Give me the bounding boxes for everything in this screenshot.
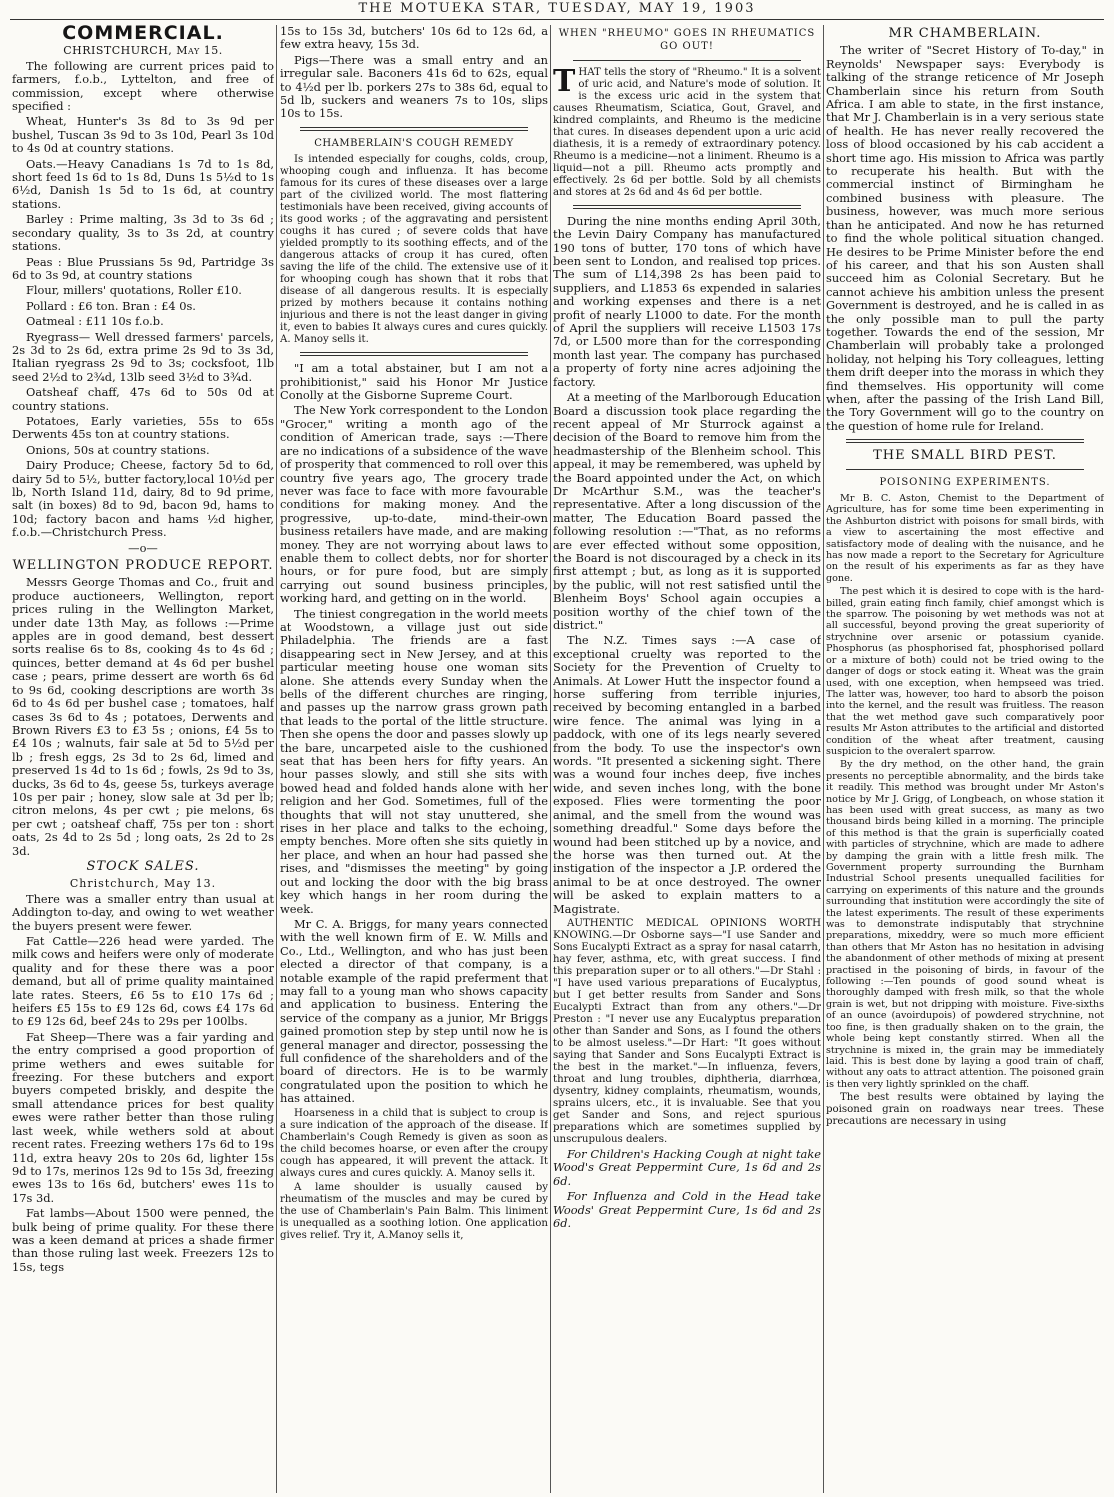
- article-paragraph: Fat Sheep—There was a fair yarding and the entry comprised a good proportion of prime wethers and ewes suitable for freezing. For these butchers and export buyers competed briskly, and despite the small attendance prices for best quality ewes were rather better than those ruling last week, while wethers sold at about recent rates. Freezing wethers 17s 6d to 19s 11d, extra heavy 20s to 20s 6d, lighter 15s 9d to 17s, merinos 12s 9d to 15s 3d, freezing ewes 13s to 16s 6d, butchers' ewes 11s to 17s 3d.: [12, 1029, 274, 1205]
- masthead-rule: [10, 19, 1104, 20]
- chamberlain-heading: MR CHAMBERLAIN.: [888, 26, 1042, 41]
- article-paragraph: The pest which it is desired to cope with is the hard-billed, grain eating finch family, chief amongst which is the sparrow. The poisoning by wet methods was not at all successful, beyond proving the great superiority of strychnine over arsenic or potassium cyanide. Phosphorus (as phosphorised fat, phosphorised pollard or a mixture of both) could not be tried owing to the danger of dogs or stock eating it. Wheat was the grain used, with one exception, when hempseed was tried. The latter was, however, too hard to absorb the poison into the kernel, and the result was fruitless. The reason that the wet method gave such comparatively poor results Mr Aston attributes to the artificial and distorted condition of the wheat after treatment, causing suspicion to the overalert sparrow.: [826, 586, 1104, 757]
- column-rule: [276, 25, 277, 1493]
- section-separator: —o—: [128, 540, 158, 555]
- article-paragraph: The following are current prices paid to farmers, f.o.b., Lyttelton, and free of commission, except where otherwise specified :: [12, 58, 274, 114]
- article-paragraph: Potatoes, Early varieties, 55s to 65s Derwents 45s ton at country stations.: [12, 413, 274, 442]
- article-paragraph: Flour, millers' quotations, Roller £10.: [26, 283, 242, 298]
- advert-paragraph: For Influenza and Cold in the Head take Woods' Great Peppermint Cure, 1s 6d and 2s 6d.: [553, 1189, 821, 1230]
- article-paragraph: "I am a total abstainer, but I am not a prohibitionist," said his Honor Mr Justice Conolly at the Gisborne Supreme Court.: [280, 361, 548, 403]
- divider: [846, 469, 1084, 470]
- article-paragraph: Pollard : £6 ton. Bran : £4 0s.: [26, 298, 196, 313]
- article-paragraph: During the nine months ending April 30th, the Levin Dairy Company has manufactured 190 tons of butter, 170 tons of which have been sent to London, and realised top prices. The sum of L14,398 2s has been paid to suppliers, and L1853 6s expended in salaries and working expenses and there is a net profit of nearly L1000 to date. For the month of April the suppliers will receive L1503 17s 7d, or L500 more than for the corresponding month last year. The company has purchased a property of forty nine acres adjoining the factory.: [553, 213, 821, 389]
- column-three: [553, 25, 821, 1493]
- rheumo-heading: WHEN "RHEUMO" GOES IN RHEUMATICS GO OUT!: [558, 28, 816, 53]
- article-paragraph: Mr B. C. Aston, Chemist to the Department of Agriculture, has for some time been experimenting in the Ashburton district with poisons for small birds, with a view to ascertaining the most effective and satisfactory mode of dealing with the nuisance, and he has now made a report to the Secretary for Agriculture on the result of his experiments as far as they have gone.: [826, 493, 1104, 584]
- commercial-heading: COMMERCIAL.: [62, 25, 224, 44]
- small-bird-pest-heading: THE SMALL BIRD PEST.: [873, 448, 1057, 464]
- wellington-produce-heading: WELLINGTON PRODUCE REPORT.: [12, 558, 274, 574]
- article-paragraph: The N.Z. Times says :—A case of exceptional cruelty was reported to the Society for the Prevention of Cruelty to Animals. At Lower Hutt the inspector found a horse suffering from terrible injuries, received by becoming entangled in a barbed wire fence. The animal was lying in a paddock, with one of its legs nearly severed from the body. To use the inspector's own words. "It presented a sickening sight. There was a wound four inches deep, five inches wide, and seven inches long, with the bone exposed. Flies were tormenting the poor animal, and the smell from the wound was something dreadful." Some days before the wound had been stitched up by a novice, and the horse was then turned out. At the instigation of the inspector a J.P. ordered the animal to be at once destroyed. The owner will be asked to explain matters to a Magistrate.: [553, 633, 821, 916]
- stock-sales-dateline: Christchurch, May 13.: [69, 877, 217, 891]
- article-paragraph: Barley : Prime malting, 3s 3d to 3s 6d ; secondary quality, 3s to 3s 2d, at country stations.: [12, 212, 274, 254]
- article-paragraph: Fat Cattle—226 head were yarded. The milk cows and heifers were only of moderate quality and for these there was a poor demand, but all of prime quality maintained late rates. Steers, £6 5s to £10 17s 6d ; heifers £5 15s to £9 12s 6d, cows £4 17s 6d to £9 12s 6d, beef 24s to 29s per 100lbs.: [12, 934, 274, 1029]
- article-paragraph: Oatsheaf chaff, 47s 6d to 50s 0d at country stations.: [12, 385, 274, 413]
- article-paragraph: Peas : Blue Prussians 5s 9d, Partridge 3s 6d to 3s 9d, at country stations: [12, 254, 274, 282]
- stock-sales-heading: STOCK SALES.: [86, 858, 200, 874]
- article-paragraph: Oats.—Heavy Canadians 1s 7d to 1s 8d, short feed 1s 6d to 1s 8d, Duns 1s 5½d to 1s 6½d, Danish 1s 5d to 1s 6d, at country stations.: [12, 156, 274, 211]
- article-paragraph: The tiniest congregation in the world meets at Woodstown, a village just out side Philadelphia. The friends are a fast disappearing sect in New Jersey, and at this particular meeting house one woman sits alone. She attends every Sunday when the bells of the different churches are ringing, and passes up the narrow grass grown path that leads to the portal of the little structure. Then she opens the door and passes slowly up the bare, uncarpeted aisle to the cushioned seat that has been hers for fifty years. An hour passes slowly, and still she sits with bowed head and folded hands alone with her religion and her God. Sometimes, full of the thoughts that will not stay unuttered, she rises in her place and talks to the echoing, empty benches. More often she sits quietly in her place, and when an hour had passed she rises, and "dismisses the meeting" by going out and locking the door with the big brass key which hangs in her room during the week.: [280, 606, 548, 916]
- article-paragraph: By the dry method, on the other hand, the grain presents no perceptible abnormality, and the birds take it readily. This method was brought under Mr Aston's notice by Mr J. Grigg, of Longbeach, on whose station it has been used with great success, as many as two thousand birds being killed in a morning. The principle of this method is that the grain is superficially coated with particles of strychnine, which are made to adhere by damping the grain with a little fresh milk. The Government property surrounding the Burnham Industrial School presents unequalled facilities for carrying on experiments of this nature and the grounds surrounding that institution were accordingly the site of the latest experiments. The result of these experiments was to demonstrate indisputably that strychnine preparations, mixeddry, were so much more efficient than others that Mr Aston has no hesitation in advising the abandonment of other methods of mixing at present practised in the poisoning of birds, in favour of the following :—Ten pounds of good sound wheat is thoroughly damped with fresh milk, so that the whole grain is wet, but not dripping with moisture. Five-sixths of an ounce (avoirdupois) of powdered strychnine, not too fine, is then gradually shaken on to the grain, the whole being kept constantly stirred. When all the strychnine is mixed in, the grain may be immediately laid. This is best done by laying a good train of chaff, without any oats to attract attention. The poisoned grain is then very lightly sprinkled on the chaff.: [826, 759, 1104, 1090]
- divider: [300, 127, 528, 131]
- column-rule: [823, 25, 824, 1493]
- article-paragraph: Onions, 50s at country stations.: [26, 442, 210, 457]
- article-paragraph: Wheat, Hunter's 3s 8d to 3s 9d per bushel, Tuscan 3s 9d to 3s 10d, Pearl 3s 10d to 4s 0d at country stations.: [12, 114, 274, 156]
- article-paragraph: Messrs George Thomas and Co., fruit and produce auctioneers, Wellington, report prices ruling in the Wellington Market, under date 13th May, as follows :—Prime apples are in good demand, best dessert sorts realise 6s to 8s, cooking 4s to 4s 6d ; quinces, better demand at 4s 6d per bushel case ; pears, prime dessert are worth 6s 6d to 9s 6d, cooking descriptions are worth 3s 6d to 4s 6d per bushel case ; tomatoes, half cases 3s 6d to 4s ; potatoes, Derwents and Brown Rivers £3 to £3 5s ; onions, £4 5s to £4 10s ; walnuts, fair sale at 5d to 5½d per lb ; fresh eggs, 2s 3d to 2s 6d, limed and preserved 1s 4d to 1s 6d ; fowls, 2s 9d to 3s, ducks, 3s 6d to 4s, geese 5s, turkeys average 10s per pair ; honey, slow sale at 3d per lb; citron melons, 4s per cwt ; pie melons, 6s per cwt ; oatsheaf chaff, 75s per ton : short oats, 2s 4d to 2s 5d ; long oats, 2s 2d to 2s 3d.: [12, 575, 274, 858]
- advert-paragraph: Is intended especially for coughs, colds, croup, whooping cough and influenza. It has become famous for its cures of these diseases over a large part of the civilized world. The most flattering testimonials have been received, giving accounts of its good works ; of the aggravating and persistent coughs it has cured ; of severe colds that have yielded promptly to its soothing effects, and of the dangerous attacks of croup it has cured, often saving the life of the child. The extensive use of it for whooping cough has shown that it robs that disease of all dangerous results. It is especially prized by mothers because it contains nothing injurious and there is not the least danger in giving it, even to babies It always cures and cures quickly. A. Manoy sells it.: [280, 154, 548, 346]
- divider: [846, 439, 1084, 443]
- rheumo-advert-text: HAT tells the story of "Rheumo." It is a solvent of uric acid, and Nature's mode of solution. It is the excess uric acid in the system that causes Rheumatism, Sciatica, Gout, Gravel, and kindred complaints, and Rheumo is the medicine that cures. In diseases dependent upon a uric acid diathesis, it is a remedy of extraordinary potency. Rheumo is a medicine—not a liniment. Rheumo is a liquid—not a pill. Rheumo acts promptly and effectively. 2s 6d per bottle. Sold by all chemists and stores at 2s 6d and 4s 6d per bottle.: [553, 66, 821, 198]
- column-two: [280, 25, 548, 1493]
- column-commercial: [12, 25, 274, 1493]
- divider: [573, 60, 801, 61]
- article-paragraph: Dairy Produce; Cheese, factory 5d to 6d, dairy 5d to 5½, butter factory,local 10½d per lb, North Island 11d, dairy, 8d to 9d prime, salt (in boxes) 8d to 9d, bacon 9d, hams to 10d; factory bacon and hams ½d higher, f.o.b.—Christchurch Press.: [12, 458, 274, 540]
- advert-paragraph: A lame shoulder is usually caused by rheumatism of the muscles and may be cured by the use of Chamberlain's Pain Balm. This liniment is unequalled as a soothing lotion. One application gives relief. Try it, A.Manoy sells it,: [280, 1181, 548, 1241]
- drop-cap: T: [553, 63, 576, 99]
- advert-paragraph: AUTHENTIC MEDICAL OPINIONS WORTH KNOWING.—Dr Osborne says—"I use Sander and Sons Eucalypti Extract as a spray for nasal catarrh, hay fever, asthma, etc, with great success. I find this preparation super or to all others."—Dr Stahl : "I have used various preparations of Eucalyptus, but I get better results from Sander and Sons Eucalypti Extract than from any others."—Dr Preston : "I never use any Eucalyptus preparation other than Sander and Sons, as I found the others to be almost useless."—Dr Hart: "It goes without saying that Sander and Sons Eucalypti Extract is the best in the market."—In influenza, fevers, throat and lung troubles, diphtheria, diarrhœa, dysentry, kidney complaints, rheumatism, wounds, sprains ulcers, etc., it is invaluable. See that you get Sander and Sons, and reject spurious preparations which are sometimes supplied by unscrupulous dealers.: [553, 917, 821, 1145]
- article-paragraph: The best results were obtained by laying the poisoned grain on roadways near trees. These precautions are necessary in using: [826, 1092, 1104, 1128]
- article-paragraph: 15s to 15s 3d, butchers' 10s 6d to 12s 6d, a few extra heavy, 15s 3d.: [280, 25, 548, 52]
- article-paragraph: Ryegrass— Well dressed farmers' parcels, 2s 3d to 2s 6d, extra prime 2s 9d to 3s 3d, Italian ryegrass 2s 9d to 3s; cocksfoot, 1lb seed 2½d to 2¾d, 13lb seed 3½d to 3¾d.: [12, 329, 274, 384]
- divider: [300, 352, 528, 356]
- article-paragraph: Fat lambs—About 1500 were penned, the bulk being of prime quality. For these there was a keen demand at prices a shade firmer than those ruling last week. Freezers 12s to 15s, tegs: [12, 1206, 274, 1274]
- advert-paragraph: Hoarseness in a child that is subject to croup is a sure indication of the approach of the disease. If Chamberlain's Cough Remedy is given as soon as the child becomes hoarse, or even after the croupy cough has appeared, it will prevent the attack. It always cures and cures quickly. A. Manoy sells it.: [280, 1107, 548, 1179]
- cough-remedy-heading: CHAMBERLAIN'S COUGH REMEDY: [314, 137, 514, 149]
- masthead: THE MOTUEKA STAR, TUESDAY, MAY 19, 1903: [358, 1, 756, 16]
- article-paragraph: Pigs—There was a small entry and an irregular sale. Baconers 41s 6d to 62s, equal to 4½d per lb. porkers 27s to 38s 6d, equal to 5d lb, suckers and weaners 7s to 10s, slips 10s to 15s.: [280, 52, 548, 121]
- commercial-dateline: CHRISTCHURCH, May 15.: [63, 44, 223, 58]
- article-paragraph: The New York correspondent to the London "Grocer," writing a month ago of the condition of American trade, says :—There are no indications of a subsidence of the wave of prosperity that commenced to roll over this country five years ago, The grocery trade never was face to face with more favourable conditions for making money. And the progressive, up-to-date, mind-their-own business retailers have made, and are making money. They are not worrying about laws to enable them to collect debts, nor for shorter hours, or for pure food, but are simply carrying out sound business principles, working hard, and getting on in the world.: [280, 403, 548, 606]
- article-paragraph: The writer of "Secret History of To-day," in Reynolds' Newspaper says: Everybody is talking of the strange reticence of Mr Joseph Chamberlain since his return from South Africa. I am able to state, in the first instance, that Mr J. Chamberlain is in a very serious state of health. He has never really recovered the loss of blood occasioned by his cab accident a short time ago. His mission to Africa was partly to recuperate his health. But with the commercial instinct of Birmingham he combined business with pleasure. The business, however, was much more serious than he anticipated. And now he has returned to find the whole political situation changed. He desires to be Prime Minister before the end of his career, and that his son Austen shall succeed him as Colonial Secretary. But he cannot achieve his ambition unless the present Government is destroyed, and he is called in as the only possible man to pull the party together. Towards the end of the session, Mr Chamberlain will probably take a prolonged holiday, not helping his Tory colleagues, letting them drift deeper into the morass in which they find themselves. His opportunity will come when, after the passing of the Irish Land Bill, the Tory Government will go to the country on the question of home rule for Ireland.: [826, 43, 1104, 433]
- column-rule: [550, 25, 551, 1493]
- advert-paragraph: For Children's Hacking Cough at night take Wood's Great Peppermint Cure, 1s 6d and 2s 6d.: [553, 1146, 821, 1188]
- column-four: [826, 25, 1104, 1493]
- article-paragraph: There was a smaller entry than usual at Addington to-day, and owing to wet weather the buyers present were fewer.: [12, 891, 274, 933]
- article-paragraph: Mr C. A. Briggs, for many years connected with the well known firm of E. W. Mills and Co., Ltd., Wellington, and who has just been elected a director of that company, is a notable example of the rapid preferment that may fall to a young man who shows capacity and application to business. Entering the service of the company as a junior, Mr Briggs gained promotion step by step until now he is general manager and director, possessing the full confidence of the shareholders and of the board of directors. He is to be warmly congratulated upon the position to which he has attained.: [280, 916, 548, 1106]
- poisoning-subheading: POISONING EXPERIMENTS.: [879, 476, 1051, 488]
- article-paragraph: At a meeting of the Marlborough Education Board a discussion took place regarding the recent appeal of Mr Sturrock against a decision of the Board to remove him from the headmastership of the Blenheim school. This appeal, it may be remembered, was upheld by the Board appointed under the Act, on which Dr McArthur S.M., was the teacher's representative. After a long discussion of the matter, The Education Board passed the following resolution :—"That, as no reforms are ever effected without some opposition, the Board is not discouraged by a check in its first attempt ; but, as long as it is supported by the public, will not rest satisfied until the Blenheim Boys' School again occupies a position worthy of the chief town of the district.": [553, 390, 821, 632]
- divider: [573, 205, 801, 209]
- article-paragraph: Oatmeal : £11 10s f.o.b.: [26, 314, 164, 329]
- rheumo-advert: [553, 63, 821, 199]
